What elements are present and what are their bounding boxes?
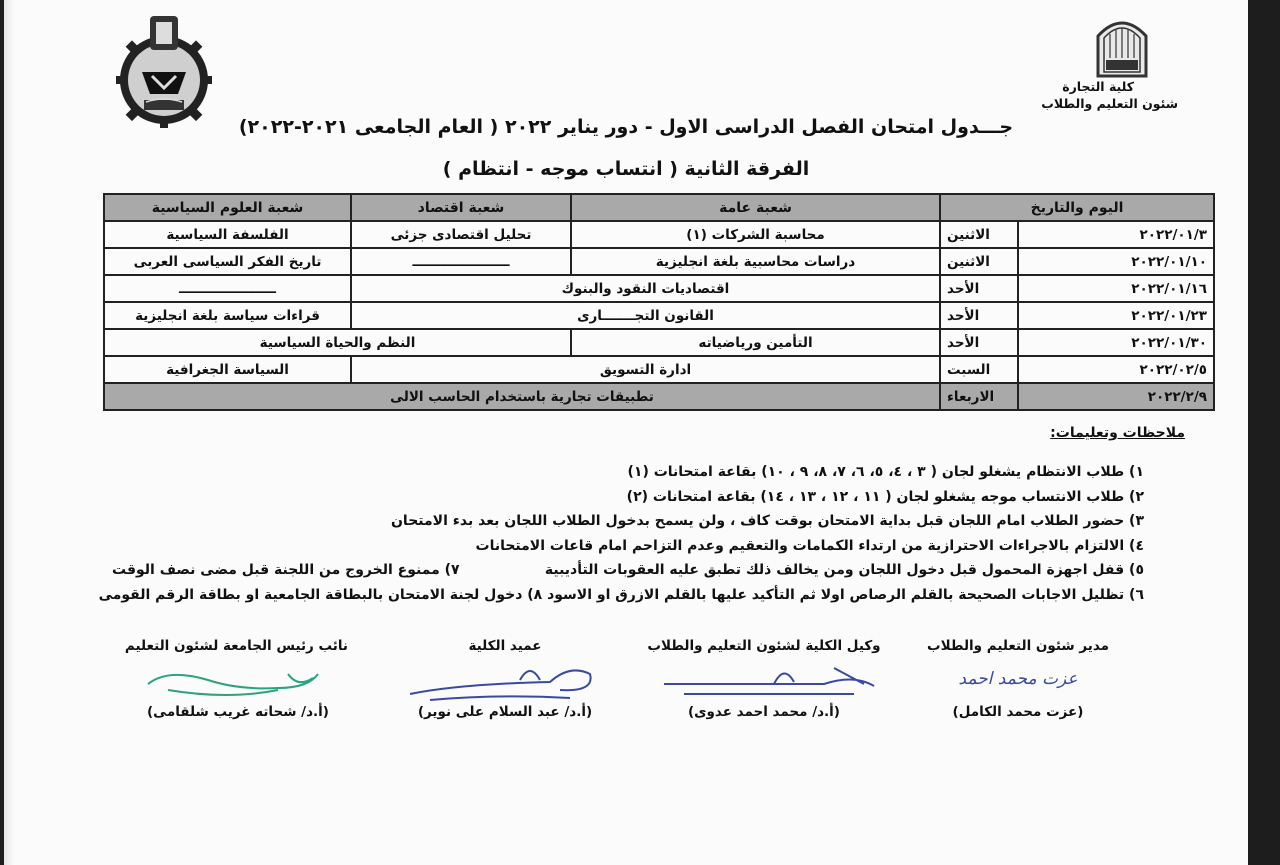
notes-list xyxy=(84,460,1144,607)
signature-role: مدير شئون التعليم والطلاب xyxy=(927,638,1109,654)
cell-day: الأحد xyxy=(940,302,1018,329)
exam-schedule-table xyxy=(103,193,1215,411)
university-seal-icon xyxy=(112,12,216,132)
cell-all-divisions: تطبيقات تجارية باستخدام الحاسب الالى xyxy=(104,383,940,410)
signature-role: عميد الكلية xyxy=(468,638,542,654)
cell-date: ٢٠٢٢/٠١/١٠ xyxy=(1018,248,1214,275)
note-item xyxy=(84,558,1144,583)
cell-day: الاثنين xyxy=(940,221,1018,248)
header-general: شعبة عامة xyxy=(571,194,940,221)
cell-general-economics: اقتصاديات النقود والبنوك xyxy=(351,275,940,302)
college-logo-icon xyxy=(1090,14,1154,80)
cell-general: محاسبة الشركات (١) xyxy=(571,221,940,248)
table-header-row xyxy=(104,194,1214,221)
cell-economics: تحليل اقتصادى جزئى xyxy=(351,221,571,248)
cell-date: ٢٠٢٢/٠١/٢٣ xyxy=(1018,302,1214,329)
cell-political: ـــــــــــــــــــــ xyxy=(104,275,351,302)
college-name: كلية التجارة xyxy=(1062,79,1134,94)
note-item: ٢) طلاب الانتساب موجه يشغلو لجان ( ١١ ، ١٢ ، ١٣ ، ١٤) بقاعة امتحانات (٢) xyxy=(626,488,1144,505)
note-item-5: ٥) قفل اجهزة المحمول قبل دخول اللجان ومن يخالف ذلك تطبق عليه العقوبات التأديبية xyxy=(544,562,1144,578)
note-item: ٤) الالتزام بالاجراءات الاحترازية من ارتداء الكمامات والتعقيم وعدم التزاحم امام قاعات الامتحانات xyxy=(475,537,1144,554)
handwritten-signature-icon xyxy=(400,654,610,704)
page-title: جـــدول امتحان الفصل الدراسى الاول - دور يناير ٢٠٢٢ ( العام الجامعى ٢٠٢١-٢٠٢٢) xyxy=(238,116,1014,138)
handwritten-signature-icon xyxy=(128,654,348,704)
table-row xyxy=(104,275,1214,302)
table-row xyxy=(104,383,1214,410)
cell-political: الفلسفة السياسية xyxy=(104,221,351,248)
cell-day: الأحد xyxy=(940,329,1018,356)
cell-general: التأمين ورياضياته xyxy=(571,329,940,356)
cell-date: ٢٠٢٢/٠١/١٦ xyxy=(1018,275,1214,302)
signature-block-vice-president xyxy=(124,638,348,720)
header-political: شعبة العلوم السياسية xyxy=(104,194,351,221)
department-name: شئون التعليم والطلاب xyxy=(1041,96,1178,111)
signature-role: نائب رئيس الجامعة لشئون التعليم xyxy=(124,638,348,654)
cell-political: تاريخ الفكر السياسى العربى xyxy=(104,248,351,275)
signature-role: وكيل الكلية لشئون التعليم والطلاب xyxy=(647,638,881,654)
cell-general-economics: القانون التجـــــــارى xyxy=(351,302,940,329)
cell-date: ٢٠٢٢/٢/٩ xyxy=(1018,383,1214,410)
signature-name: (أ.د/ شحاته غريب شلقامى) xyxy=(147,704,329,720)
table-row xyxy=(104,221,1214,248)
signature-name: (عزت محمد الكامل) xyxy=(952,704,1084,720)
organization-header xyxy=(958,78,1178,112)
handwritten-signature-icon xyxy=(624,654,904,704)
header-economics: شعبة اقتصاد xyxy=(351,194,571,221)
signature-name: (أ.د/ محمد احمد عدوى) xyxy=(688,704,840,720)
cell-date: ٢٠٢٢/٠١/٣ xyxy=(1018,221,1214,248)
handwritten-signature: عزت محمد احمد xyxy=(958,669,1078,689)
signature-block-vice-dean xyxy=(624,638,904,720)
note-item: ١) طلاب الانتظام يشغلو لجان ( ٣ ، ٤، ٥، ٦، ٧، ٨، ٩ ، ١٠) بقاعة امتحانات (١) xyxy=(627,464,1144,480)
notes-title: ملاحظات وتعليمات: xyxy=(1050,425,1185,441)
note-item: ٦) تظليل الاجابات الصحيحة بالقلم الرصاص اولا ثم التأكيد عليها بالقلم الازرق او الاسود ٨) دخول لجنة الامتحان بالبطاقة الجامعية او بطاقة الرقم القومى xyxy=(98,586,1144,603)
cell-day: الاربعاء xyxy=(940,383,1018,410)
cell-day: الاثنين xyxy=(940,248,1018,275)
cell-day: الأحد xyxy=(940,275,1018,302)
cell-political: قراءات سياسة بلغة انجليزية xyxy=(104,302,351,329)
header-date: اليوم والتاريخ xyxy=(940,194,1214,221)
cell-general: دراسات محاسبية بلغة انجليزية xyxy=(571,248,940,275)
note-item: ٣) حضور الطلاب امام اللجان قبل بداية الامتحان بوقت كاف ، ولن يسمح بدخول الطلاب اللجان بعد بدء الامتحان xyxy=(390,513,1144,529)
cell-date: ٢٠٢٢/٠٢/٥ xyxy=(1018,356,1214,383)
signature-block-dean xyxy=(400,638,610,720)
cell-general-economics: ادارة التسويق xyxy=(351,356,940,383)
table-row xyxy=(104,248,1214,275)
document-page xyxy=(4,0,1248,865)
table-row xyxy=(104,329,1214,356)
page-subtitle: الفرقة الثانية ( انتساب موجه - انتظام ) xyxy=(442,158,810,180)
cell-date: ٢٠٢٢/٠١/٣٠ xyxy=(1018,329,1214,356)
cell-economics: ـــــــــــــــــــــ xyxy=(351,248,571,275)
cell-political: السياسة الجغرافية xyxy=(104,356,351,383)
table-row xyxy=(104,356,1214,383)
cell-day: السبت xyxy=(940,356,1018,383)
note-item-7: ٧) ممنوع الخروج من اللجنة قبل مضى نصف الوقت xyxy=(112,562,460,578)
signature-block-affairs-director xyxy=(898,638,1138,720)
signature-name: (أ.د/ عبد السلام على نوير) xyxy=(417,704,593,720)
cell-economics-political: النظم والحياة السياسية xyxy=(104,329,571,356)
table-row xyxy=(104,302,1214,329)
